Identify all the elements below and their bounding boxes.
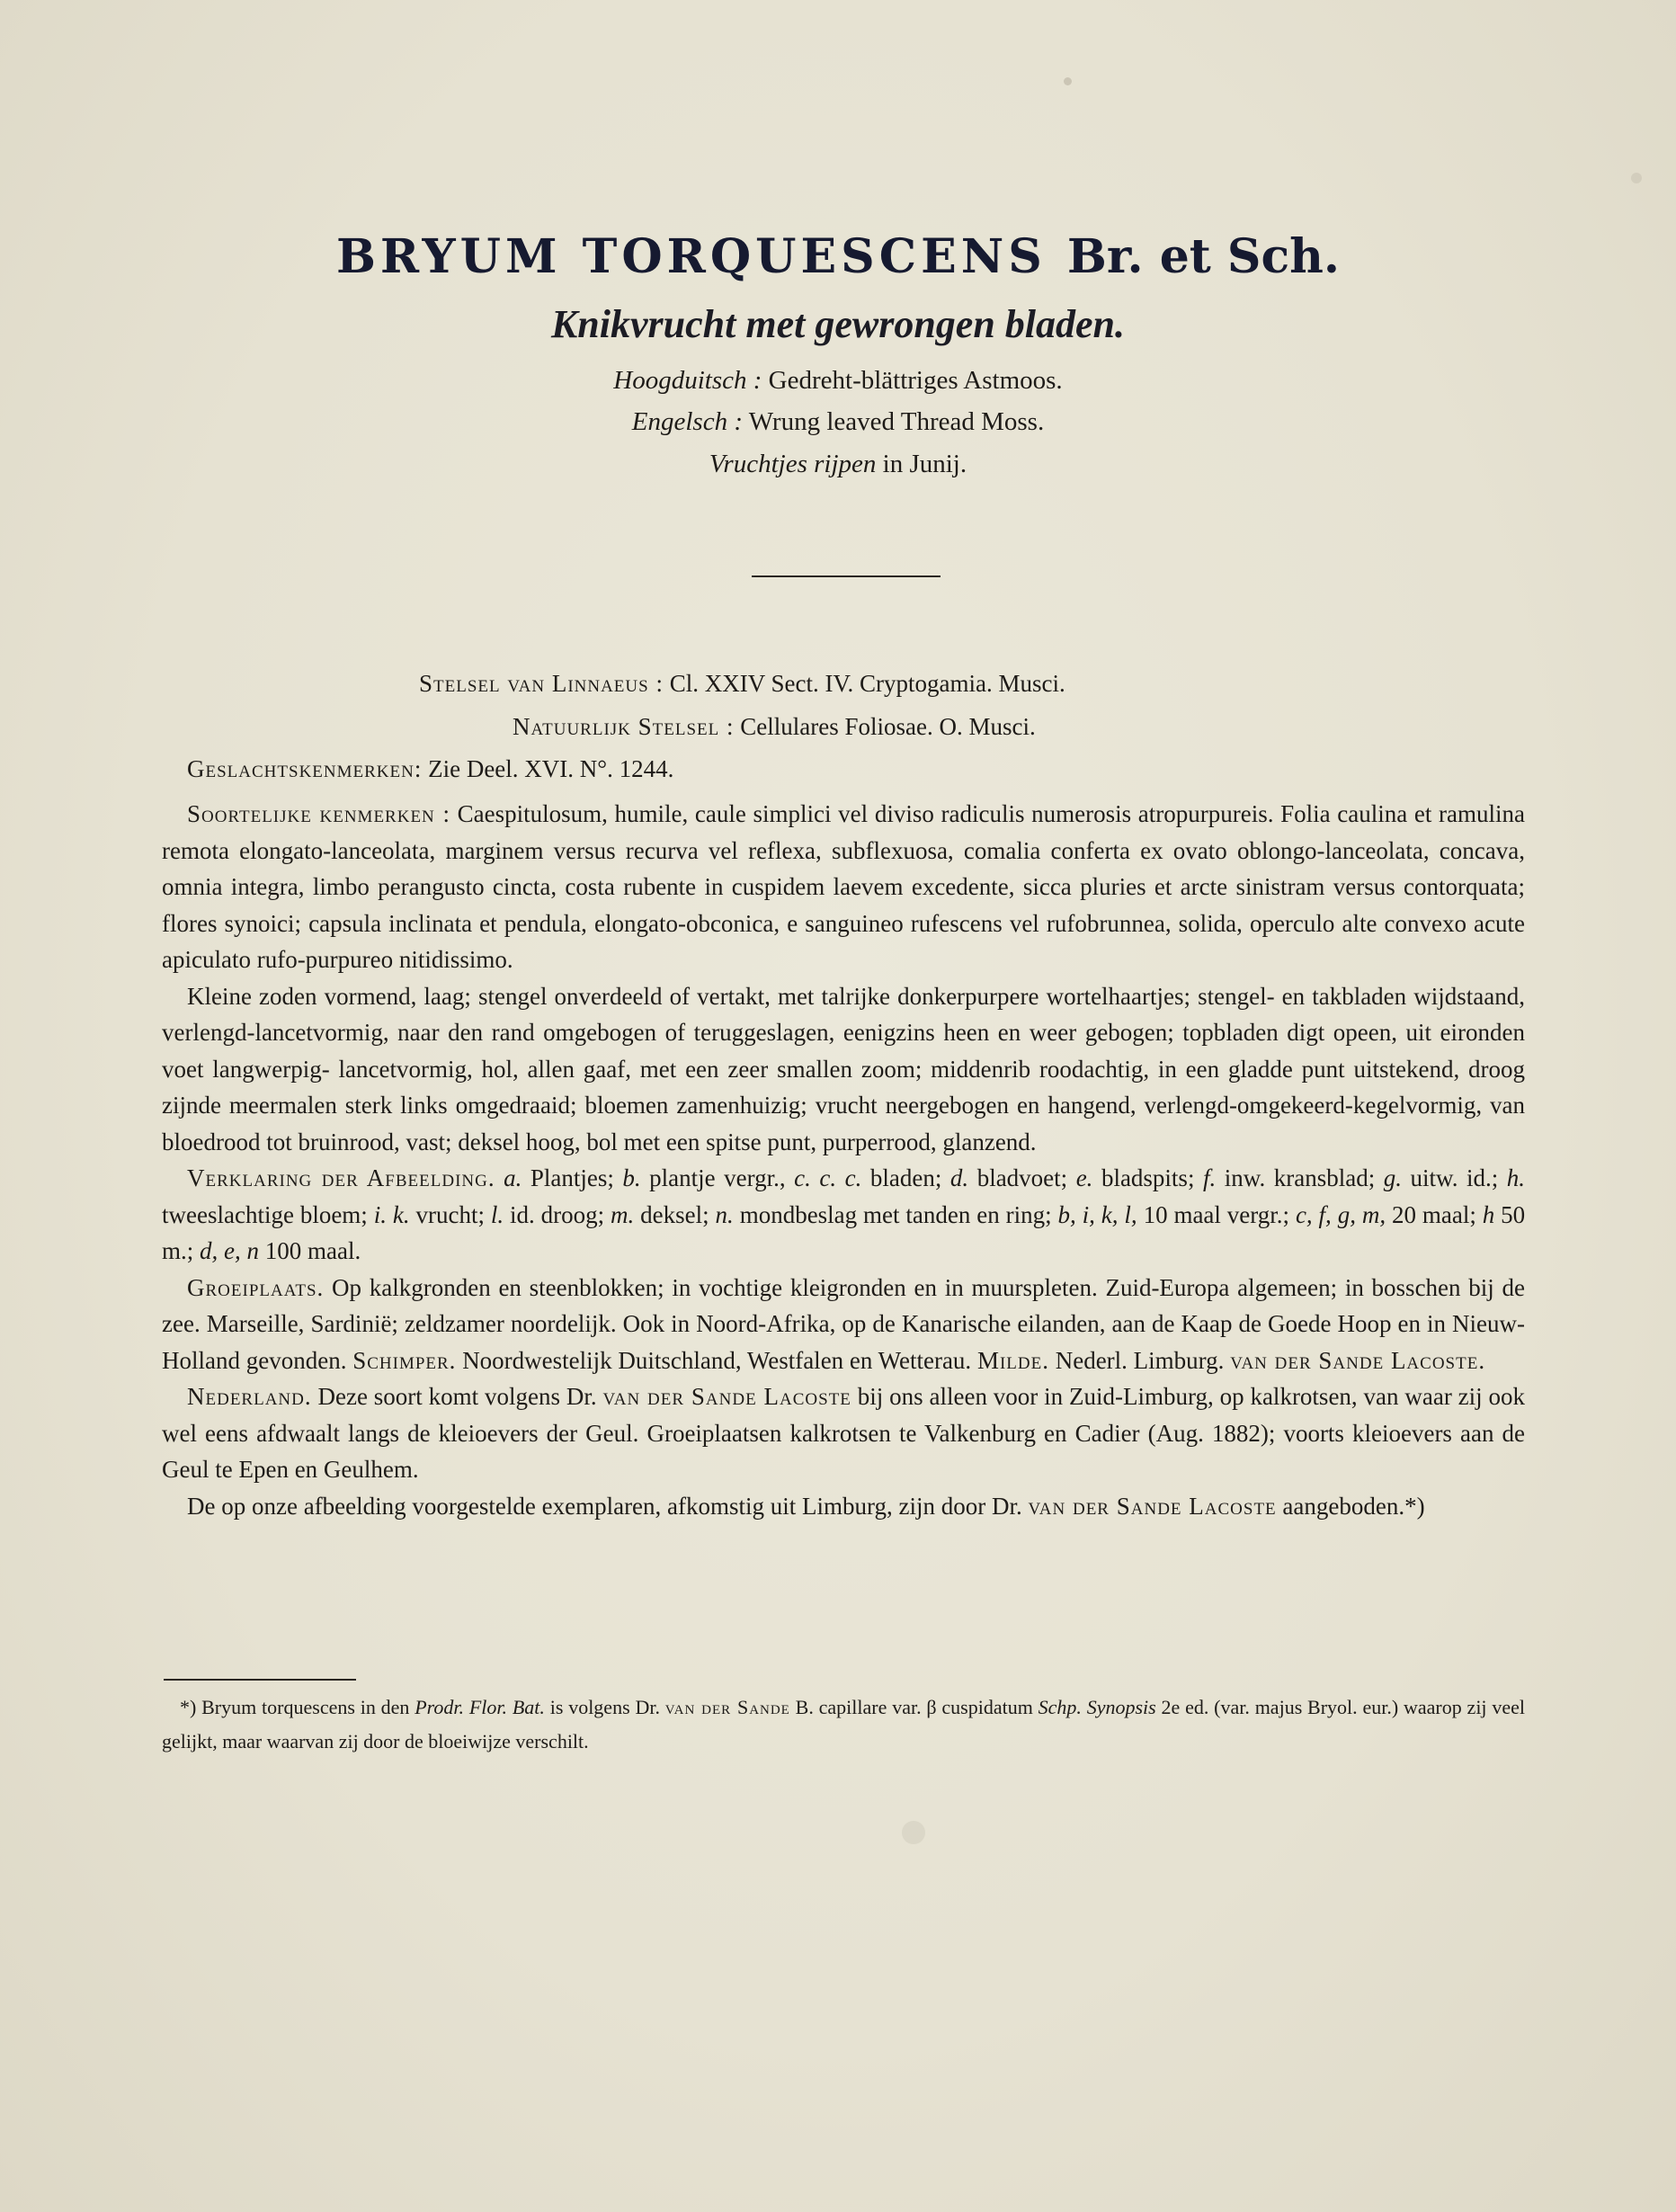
- paper-spot: [1064, 77, 1072, 85]
- verklaring-item: uitw. id.;: [1410, 1164, 1499, 1191]
- verklaring-item: plantje vergr.,: [649, 1164, 786, 1191]
- groeiplaats-text: Nederl. Limburg.: [1055, 1346, 1225, 1374]
- verklaring-item: bladen;: [869, 1164, 942, 1191]
- footnote-prodr: Prodr. Flor. Bat.: [415, 1696, 545, 1718]
- verklaring-item: 20 maal;: [1391, 1200, 1476, 1228]
- verklaring-item: 10 maal vergr.;: [1143, 1200, 1290, 1228]
- verklaring-item: deksel;: [640, 1200, 709, 1228]
- body-text: [162, 796, 1525, 1524]
- english-label: Engelsch :: [631, 407, 743, 436]
- german-name-line: [0, 366, 1676, 396]
- footnote-divider: [164, 1679, 356, 1681]
- afbeelding-text: De op onze afbeelding voorgestelde exemplaren, afkomstig uit Limburg, zijn door Dr.: [187, 1492, 1022, 1520]
- genus-label: Geslachtskenmerken:: [187, 755, 423, 782]
- paper-spot: [1631, 173, 1642, 183]
- nederland-paragraph: [162, 1378, 1525, 1488]
- verklaring-item: mondbeslag met tanden en ring;: [739, 1200, 1052, 1228]
- natural-label: Natuurlijk Stelsel :: [513, 713, 735, 740]
- ripening-value: in Junij.: [882, 450, 967, 478]
- footnote-synopsis: Schp. Synopsis: [1038, 1696, 1156, 1718]
- english-name: Wrung leaved Thread Moss.: [748, 407, 1045, 436]
- english-name-line: [0, 407, 1676, 437]
- linnaeus-label: Stelsel van Linnaeus :: [419, 670, 664, 697]
- verklaring-item: 50 m.;: [162, 1200, 1526, 1264]
- divider: [752, 575, 941, 577]
- genus-characters: [187, 755, 673, 783]
- groeiplaats-text: Noordwestelijk Duitschland, Westfalen en Wetterau.: [462, 1346, 972, 1374]
- paper-spot: [902, 1821, 925, 1844]
- author-milde: Milde.: [976, 1346, 1049, 1374]
- verklaring-item: 100 maal.: [264, 1237, 361, 1264]
- verklaring-label: Verklaring der Afbeelding.: [187, 1164, 495, 1191]
- nederland-text: bij ons alleen voor in Zuid-Limburg, op kalkrotsen, van waar zij ook wel eens afdwaalt langs de kleioevers der Geul. Groeiplaatsen kalkrotsen te Valkenburg en Cadier (Aug. 1882); voorts kleioevers aan de Geul te Epen en Geulhem.: [162, 1383, 1526, 1483]
- footnote-part: is volgens Dr.: [549, 1696, 660, 1718]
- german-label: Hoogduitsch :: [613, 366, 762, 395]
- author-van-der-sande-lacoste: van der Sande Lacoste: [602, 1383, 851, 1410]
- nederland-label: Nederland.: [187, 1383, 312, 1410]
- groeiplaats-label: Groeiplaats.: [187, 1273, 325, 1301]
- verklaring-item: id. droog;: [510, 1200, 605, 1228]
- verklaring-item: inw. kransblad;: [1224, 1164, 1376, 1191]
- title-author: Br. et Sch.: [1066, 229, 1341, 284]
- groeiplaats-text: Op kalkgronden en steenblokken; in vochtige kleigronden en in muurspleten. Zuid-Europa algemeen; in bosschen bij de zee. Marseille, Sardinië; zeldzamer noordelijk. Ook in Noord-Afrika, op de Kanarische eilanden, aan de Kaap de Goede Hoop en in Nieuw-Holland gevonden.: [162, 1273, 1525, 1374]
- title-species: BRYUM TORQUESCENS: [335, 229, 1047, 284]
- natural-value: Cellulares Foliosae. O. Musci.: [740, 713, 1036, 740]
- natural-system: [513, 713, 1036, 741]
- dutch-description-paragraph: Kleine zoden vormend, laag; stengel onverdeeld of vertakt, met talrijke donkerpurpere wortelhaartjes; stengel- en takbladen wijdstaand, verlengd-lancetvormig, naar den rand omgebogen of teruggeslagen, eenigzins heen en weer gebogen; topbladen digt opeen, uit eironden voet langwerpig- lancetvormig, hol, allen gaaf, met een zeer smallen zoom; middenrib roodachtig, in een gladde punt uitstekend, droog zijnde meermalen sterk links omgedraaid; bloemen zamenhuizig; vrucht neergebogen en hangend, verlengd-omgekeerd-kegelvormig, van bloedrood tot bruinrood, vast; deksel hoog, bol met een spitse punt, purperrood, glanzend.: [162, 982, 1525, 1155]
- page-title: [0, 229, 1676, 284]
- ripening-label: Vruchtjes rijpen: [709, 450, 877, 478]
- verklaring-item: tweeslachtige bloem;: [162, 1200, 368, 1228]
- species-label: Soortelijke kenmerken :: [187, 800, 450, 827]
- author-van-der-sande-lacoste: van der Sande Lacoste.: [1230, 1346, 1486, 1374]
- linnaeus-system: [419, 670, 1065, 698]
- footnote-part: 2e ed. (var. majus Bryol. eur.) waarop zij veel gelijkt, maar waarvan zij door de bloeiwijze verschilt.: [162, 1696, 1525, 1753]
- groeiplaats-paragraph: [162, 1270, 1525, 1379]
- verklaring-paragraph: Verklaring der Afbeelding. a. Plantjes; b. plantje vergr., c. c. c. bladen; d. bladvoet; e. bladspits; f. inw. kransblad; g. uitw. id.; h. tweeslachtige bloem; i. k. vrucht; l. id. droog; m. deksel; n. mondbeslag met tanden en ring; b, i, k, l, 10 maal vergr.; c, f, g, m, 20 maal; h 50 m.; d, e, n 100 maal.: [162, 1164, 1526, 1264]
- species-paragraph: [162, 796, 1525, 978]
- verklaring-item: vrucht;: [415, 1200, 485, 1228]
- author-van-der-sande-lacoste: van der Sande Lacoste: [1028, 1492, 1277, 1520]
- subtitle: Knikvrucht met gewrongen bladen.: [550, 302, 1126, 346]
- footnote-part: *) Bryum torquescens in den: [180, 1696, 410, 1718]
- author-schimper: Schimper.: [352, 1346, 457, 1374]
- afbeelding-text: aangeboden.*): [1282, 1492, 1425, 1520]
- verklaring-item: bladvoet;: [976, 1164, 1068, 1191]
- afbeelding-paragraph: [162, 1488, 1525, 1525]
- german-name: Gedreht-blättriges Astmoos.: [768, 366, 1063, 395]
- genus-value: Zie Deel. XVI. N°. 1244.: [428, 755, 674, 782]
- footnote: [162, 1690, 1525, 1759]
- footnote-text: [162, 1690, 1525, 1759]
- verklaring-item: Plantjes;: [530, 1164, 614, 1191]
- footnote-author: van der Sande: [664, 1696, 790, 1718]
- species-text: Caespitulosum, humile, caule simplici vel diviso radiculis numerosis atropurpureis. Folia caulina et ramulina remota elongato-lanceolata, marginem versus recurva vel reflexa, subflexuosa, comalia conferta ex ovato oblongo-lanceolata, concava, omnia integra, limbo perangusto cincta, costa rubente in cuspidem laevem excedente, sicca pluries et arcte sinistram versus contorquata; flores synoici; capsula inclinata et pendula, elongato-obconica, e sanguineo rufescens vel rufobrunnea, solida, operculo alte convexo acute apiculato rufo-purpureo nitidissimo.: [162, 800, 1525, 973]
- footnote-part: B. capillare var. β cuspidatum: [795, 1696, 1033, 1718]
- nederland-text: Deze soort komt volgens Dr.: [317, 1383, 597, 1410]
- ripening-line: [0, 450, 1676, 479]
- verklaring-item: bladspits;: [1101, 1164, 1195, 1191]
- linnaeus-value: Cl. XXIV Sect. IV. Cryptogamia. Musci.: [669, 670, 1065, 697]
